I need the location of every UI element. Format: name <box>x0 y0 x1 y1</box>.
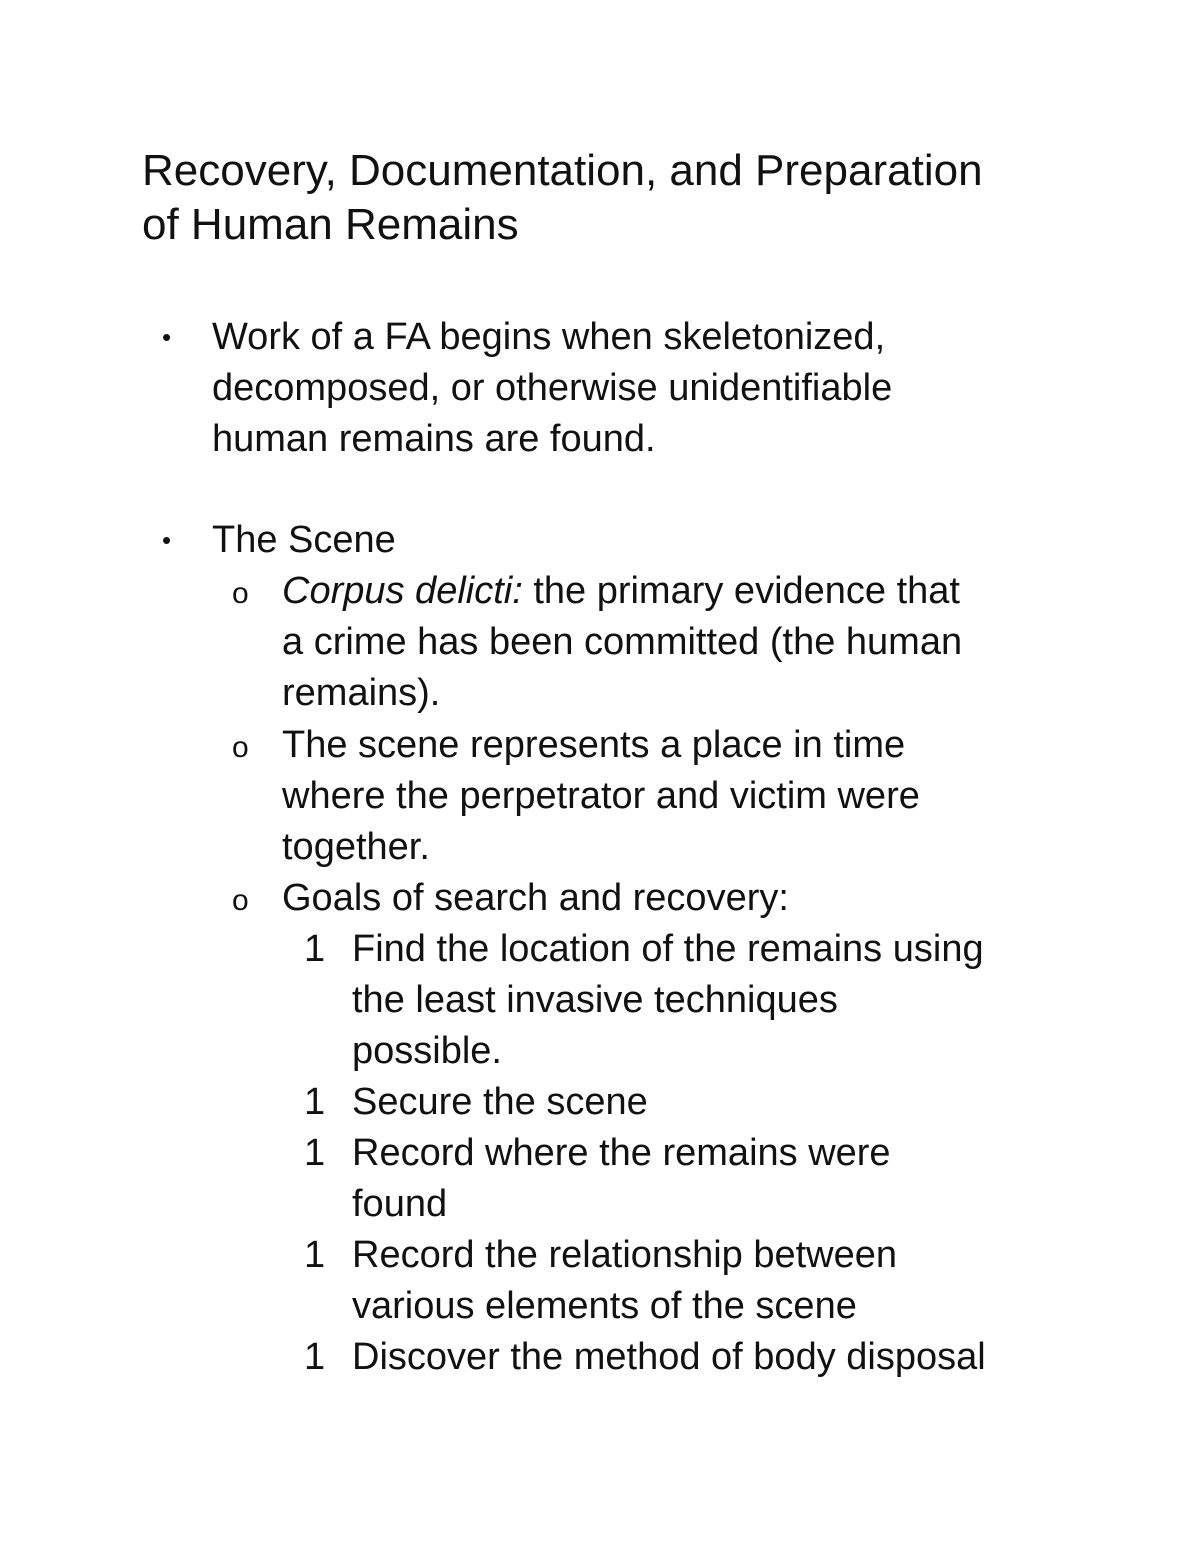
goal-number: 1 <box>304 1234 326 1276</box>
goal-number: 1 <box>304 928 326 970</box>
title-line-1: Recovery, Documentation, and Preparation <box>142 146 983 195</box>
text-line: possible. <box>352 1030 502 1072</box>
text-line: Find the location of the remains using <box>352 928 984 970</box>
text-line: remains). <box>282 672 441 714</box>
goal-number: 1 <box>304 1081 326 1123</box>
text-line: Work of a FA begins when skeletonized, <box>212 316 886 358</box>
text-line: the least invasive techniques <box>352 979 838 1021</box>
title-line-2: of Human Remains <box>142 200 519 249</box>
text-line: Record the relationship between <box>352 1234 898 1276</box>
text-line: Record where the remains were <box>352 1132 891 1174</box>
goal-number: 1 <box>304 1336 326 1378</box>
goal-text <box>352 1332 1072 1383</box>
goal-text <box>352 1077 1072 1128</box>
bullet-text <box>212 312 1032 465</box>
circle-bullet-icon: o <box>232 884 249 917</box>
text-line: The scene represents a place in time <box>282 724 906 766</box>
goal-number: 1 <box>304 1132 326 1174</box>
text-line: decomposed, or otherwise unidentifiable <box>212 367 893 409</box>
goal-text <box>352 1128 1072 1230</box>
sub-item-text <box>282 720 1052 873</box>
text-line: Goals of search and recovery: <box>282 877 789 919</box>
circle-bullet-icon: o <box>232 577 249 610</box>
text-line: a crime has been committed (the human <box>282 621 963 663</box>
text-line: found <box>352 1183 448 1225</box>
circle-bullet-icon: o <box>232 731 249 764</box>
goal-text <box>352 1230 1072 1332</box>
text-line: Discover the method of body disposal <box>352 1336 986 1378</box>
text-line: the primary evidence that <box>522 570 960 612</box>
sub-item-text <box>282 566 1052 719</box>
goal-text <box>352 924 1072 1077</box>
text-line: human remains are found. <box>212 418 656 460</box>
text-line: The Scene <box>212 519 396 561</box>
italic-term: Corpus delicti: <box>282 570 523 612</box>
text-line: Secure the scene <box>352 1081 648 1123</box>
text-line: together. <box>282 826 430 868</box>
text-line: where the perpetrator and victim were <box>282 775 920 817</box>
bullet-text <box>212 515 1032 566</box>
text-line: various elements of the scene <box>352 1285 857 1327</box>
page-title <box>142 144 1102 252</box>
bullet-icon: • <box>162 322 172 352</box>
sub-item-text <box>282 873 1052 924</box>
bullet-icon: • <box>162 525 172 555</box>
